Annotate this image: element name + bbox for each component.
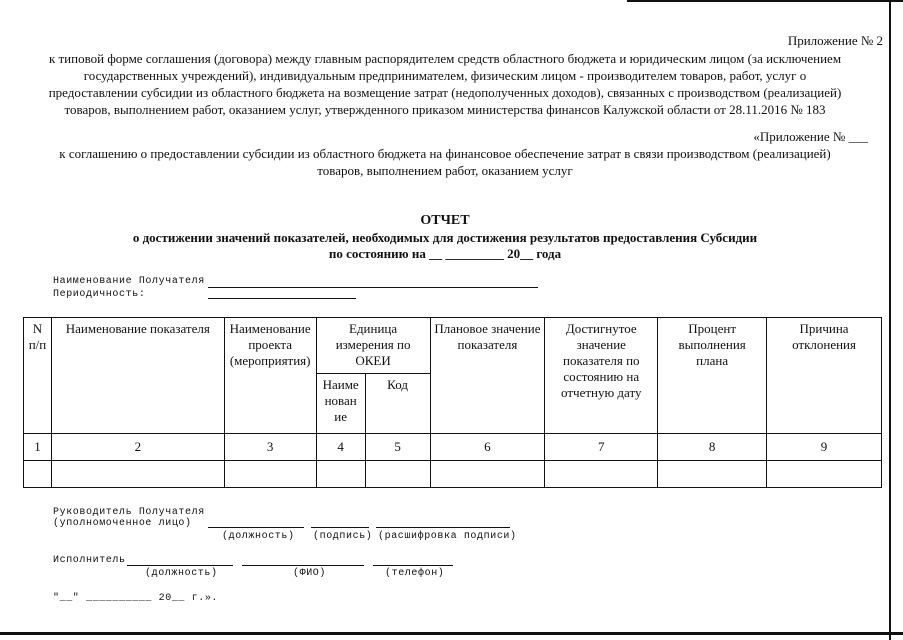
- appendix-description: [0, 50, 890, 118]
- recipient-name-label: Наименование Получателя: [53, 276, 205, 287]
- executor-label: Исполнитель: [53, 555, 126, 566]
- position-field[interactable]: [208, 527, 304, 528]
- appendix-desc-line: предоставлении субсидии из областного бюджета на возмещение затрат (недополученных доходов), связанных с производством (реализацией): [48, 85, 842, 100]
- col-number: 5: [365, 434, 430, 461]
- table-cell[interactable]: [51, 461, 224, 488]
- appendix-number: Приложение № 2: [787, 33, 883, 48]
- header-unit: Единица измерения по ОКЕИ: [316, 318, 430, 374]
- header-percent: Процент выполнения плана: [658, 318, 767, 434]
- table-cell[interactable]: [658, 461, 767, 488]
- periodicity-label: Периодичность:: [53, 289, 146, 300]
- col-number: 8: [658, 434, 767, 461]
- periodicity-field[interactable]: [208, 298, 356, 299]
- report-subtitle: о достижении значений показателей, необходимых для достижения результатов предоставления Субсидии: [132, 230, 758, 245]
- table-cell[interactable]: [24, 461, 52, 488]
- column-number-row: [24, 434, 882, 461]
- report-title: ОТЧЕТ: [420, 213, 470, 228]
- col-number: 7: [545, 434, 658, 461]
- header-reason: Причина отклонения: [767, 318, 882, 434]
- authorized-person-label: (уполномоченное лицо): [53, 518, 192, 529]
- executor-fio-caption: (ФИО): [293, 568, 327, 579]
- appendix-number-blank: «Приложение № ___: [753, 129, 868, 144]
- col-number: 3: [224, 434, 316, 461]
- appendix-desc-line: к типовой форме соглашения (договора) между главным распорядителем средств областного бюджета и юридическим лицом (за исключением: [48, 51, 842, 66]
- executor-phone-caption: (телефон): [385, 568, 445, 579]
- signature-field[interactable]: [311, 527, 369, 528]
- col-number: 6: [430, 434, 545, 461]
- table-cell[interactable]: [224, 461, 316, 488]
- header-unit-name: Наиме нован ие: [316, 374, 365, 434]
- executor-position-caption: (должность): [145, 568, 218, 579]
- header-planned-value: Плановое значение показателя: [430, 318, 545, 434]
- header-num: N п/п: [24, 318, 52, 434]
- recipient-name-field[interactable]: [208, 287, 538, 288]
- executor-phone-field[interactable]: [373, 565, 453, 566]
- header-unit-code: Код: [365, 374, 430, 434]
- appendix-desc-line: государственных учреждений), индивидуальным предпринимателем, физическим лицом - производителем товаров, работ, услуг о: [83, 68, 807, 83]
- indicators-table: [23, 317, 882, 488]
- report-date: по состоянию на __ _________ 20__ года: [328, 246, 562, 261]
- executor-fio-field[interactable]: [242, 565, 364, 566]
- top-border-line: [627, 0, 903, 2]
- table-cell[interactable]: [365, 461, 430, 488]
- col-number: 9: [767, 434, 882, 461]
- col-number: 1: [24, 434, 52, 461]
- table-row: [24, 461, 882, 488]
- agreement-line: товаров, выполнением работ, оказанием услуг: [317, 163, 573, 178]
- table-cell[interactable]: [767, 461, 882, 488]
- col-number: 2: [51, 434, 224, 461]
- appendix-desc-line: товаров, выполнением работ, оказанием услуг, утвержденного приказом министерства финансов Калужской области от 28.11.2016 № 183: [64, 102, 826, 117]
- date-line: "__" __________ 20__ г.».: [53, 593, 219, 604]
- header-achieved-value: Достигнутое значение показателя по состоянию на отчетную дату: [545, 318, 658, 434]
- agreement-line: к соглашению о предоставлении субсидии из областного бюджета на финансовое обеспечение затрат в связи производством (реализацией): [59, 146, 831, 161]
- bottom-border-line: [0, 632, 903, 635]
- col-number: 4: [316, 434, 365, 461]
- table-cell[interactable]: [430, 461, 545, 488]
- header-project-name: Наименование проекта (мероприятия): [224, 318, 316, 434]
- position-caption: (должность): [222, 531, 295, 542]
- table-cell[interactable]: [316, 461, 365, 488]
- table-cell[interactable]: [545, 461, 658, 488]
- decoding-field[interactable]: [376, 527, 510, 528]
- head-label: Руководитель Получателя: [53, 507, 205, 518]
- decoding-caption: (расшифровка подписи): [378, 531, 517, 542]
- executor-position-field[interactable]: [127, 565, 233, 566]
- agreement-description: [0, 145, 890, 179]
- header-indicator-name: Наименование показателя: [51, 318, 224, 434]
- signature-caption: (подпись): [313, 531, 373, 542]
